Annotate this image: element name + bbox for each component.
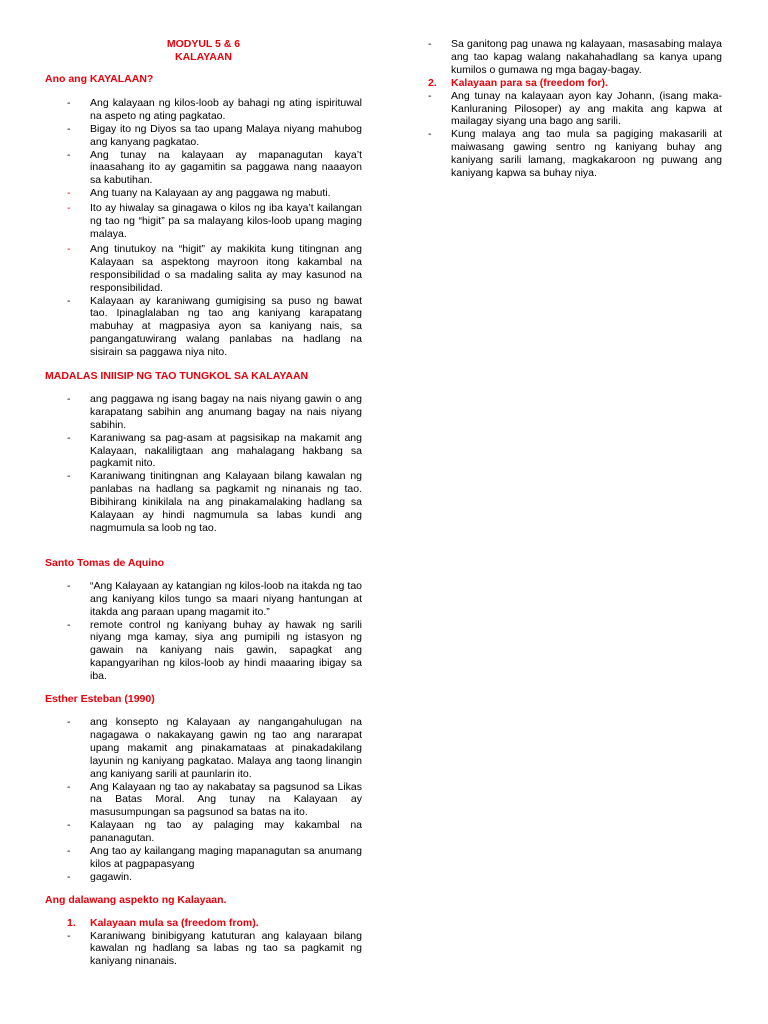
section-heading-ano-ang-kalayaan: Ano ang KAYALAAN? [45,73,154,85]
dash-bullet: - [67,579,71,592]
section2-list [45,393,362,535]
list-item: - Bigay ito ng Diyos sa tao upang Malaya niyang mahubog ang kanyang pagkatao. [67,122,362,148]
list-item: - Karaniwang binibigyang katuturan ang kalayaan bilang kawalan ng hadlang sa labas ng tao sa pagkamit ng kaniyang ninanais. [67,929,362,968]
list-item: - Kalayaan ay karaniwang gumigising sa puso ng bawat tao. Ipinaglalaban ng tao ang kaniyang karapatang mabuhay at magpasiya ayon sa kaniyang nais, sa pangangatuwirang walang panlabas na hadlang na sisirain sa paggawa niya nito. [67,294,362,359]
left-column [45,38,362,968]
list-item: - “Ang Kalayaan ay katangian ng kilos-loob na itakda ng tao ang kaniyang kilos tungo sa maari niyang hantungan at itakda ang paraan upang magamit ito.” [67,579,362,618]
dash-bullet: - [67,715,71,728]
aspect-1-title: 1. Kalayaan mula sa (freedom from). [67,916,259,929]
aspect2-list [428,90,722,180]
dash-bullet: - [67,870,71,883]
section4-list [45,716,362,884]
list-item: - ang paggawa ng isang bagay na nais niyang gawin o ang karapatang sabihin ang anumang bagay na nais niyang sabihin. [67,392,362,431]
list-item: - Ang kalayaan ng kilos-loob ay bahagi ng ating ispirituwal na aspeto ng ating pagkatao. [67,96,362,122]
section-heading-esther-esteban: Esther Esteban (1990) [45,693,155,706]
dash-bullet: - [67,187,71,200]
dash-bullet: - [67,819,71,832]
dash-bullet: - [67,242,71,255]
section-heading-madalas-iniisip: MADALAS INIISIP NG TAO TUNGKOL SA KALAYAAN [45,370,309,383]
section1-list [45,97,362,359]
section3-list [45,580,362,683]
section-heading-santo-tomas: Santo Tomas de Aquino [45,556,165,569]
dash-bullet: - [67,929,71,942]
dash-bullet: - [67,96,71,109]
list-item: - Ang Kalayaan ng tao ay nakabatay sa pagsunod sa Likas na Batas Moral. Ang tunay na Kalayaan ay masusumpungan sa pagsunod sa batas na ito. [67,780,362,819]
dash-bullet: - [428,38,432,50]
module-subtitle: KALAYAAN [175,50,232,63]
dash-bullet: - [428,89,432,102]
list-item: - gagawin. [67,870,133,883]
list-item: - Karaniwang sa pag-asam at pagsisikap na makamit ang Kalayaan, nakaliligtaan ang mahalagang hakbang sa pagkamit nito. [67,431,362,470]
dash-bullet: - [67,431,71,444]
dash-bullet: - [67,202,71,215]
aspect1-list [45,930,362,969]
right-column [428,38,722,180]
aspect-2-title: 2. Kalayaan para sa (freedom for). [428,76,608,89]
dash-bullet: - [67,148,71,161]
dash-bullet: - [428,128,432,141]
dash-bullet: - [67,122,71,135]
dash-bullet: - [67,845,71,858]
list-item: - ang konsepto ng Kalayaan ay nangangahulugan na nagagawa o nakakayang gawin ng tao ang nararapat upang makamit ang pinakamataas at pinakadakilang layunin ng kaniyang pagkatao. Malaya ang taong linangin ang kaniyang sarili at paunlarin ito. [67,715,362,780]
list-item: - Ang tunay na kalayaan ay mapanagutan kaya’t inaasahang ito ay gagamitin sa paggawa nang naaayon sa kabutihan. [67,148,362,187]
list-item: - Karaniwang tinitingnan ang Kalayaan bilang kawalan ng panlabas na hadlang sa pagkamit ng ninanais ng tao. Bibihirang kinikilala na ang pinakamalaking hadlang sa Kalayaan ay hindi nagmumula sa labas kundi ang nagmumula sa loob ng tao. [67,470,362,534]
module-title: MODYUL 5 & 6 [166,38,241,50]
list-item: - Kalayaan ng tao ay palaging may kakambal na pananagutan. [67,819,362,845]
dash-bullet: - [67,780,71,793]
aspect1-list-continued [428,38,722,77]
dash-bullet: - [67,618,71,631]
list-item: - Ang tao ay kailangang maging mapanagutan sa anumang kilos at pagpapasyang [67,845,362,870]
list-item: - Ito ay hiwalay sa ginagawa o kilos ng iba kaya’t kailangan ng tao ng “higit” pa sa malayang kilos-loob upang maging malaya. [67,202,362,240]
dash-bullet: - [67,392,71,405]
list-item: - Sa ganitong pag unawa ng kalayaan, masasabing malaya ang tao kapag walang nakahahadlang sa kanya upang kumilos o gumawa ng mga bagay-bagay. [428,38,722,76]
dash-bullet: - [67,470,71,483]
list-item: - Ang tunay na kalayaan ayon kay Johann, (isang maka-Kanluraning Pilosoper) ay ang makita ang kapwa at mailagay siyang una bago ang sarili. [428,89,722,128]
section-heading-dalawang-aspekto: Ang dalawang aspekto ng Kalayaan. [45,893,227,906]
list-item: - Ang tuany na Kalayaan ay ang paggawa ng mabuti. [67,187,331,200]
dash-bullet: - [67,294,71,307]
list-item: - Kung malaya ang tao mula sa pagiging makasarili at maiwasang gawing sentro ng kaniyang buhay ang kaniyang sarili lamang, magkakaroon ng puwang ang kaniyang kapwa sa buhay niya. [428,128,722,180]
list-item: - Ang tinutukoy na “higit” ay makikita kung titingnan ang Kalayaan sa aspektong mayroon itong kakambal na responsibilidad o sa madaling salita ay may kasunod na responsibilidad. [67,242,362,294]
list-item: - remote control ng kaniyang buhay ay hawak ng sarili niyang mga kamay, siya ang pumipili ng istasyon ng gawain na kaniyang nais gawin, sapagkat ang kapangyarihan ng kilos-loob ay hindi maaaring ibigay sa iba. [67,618,362,683]
